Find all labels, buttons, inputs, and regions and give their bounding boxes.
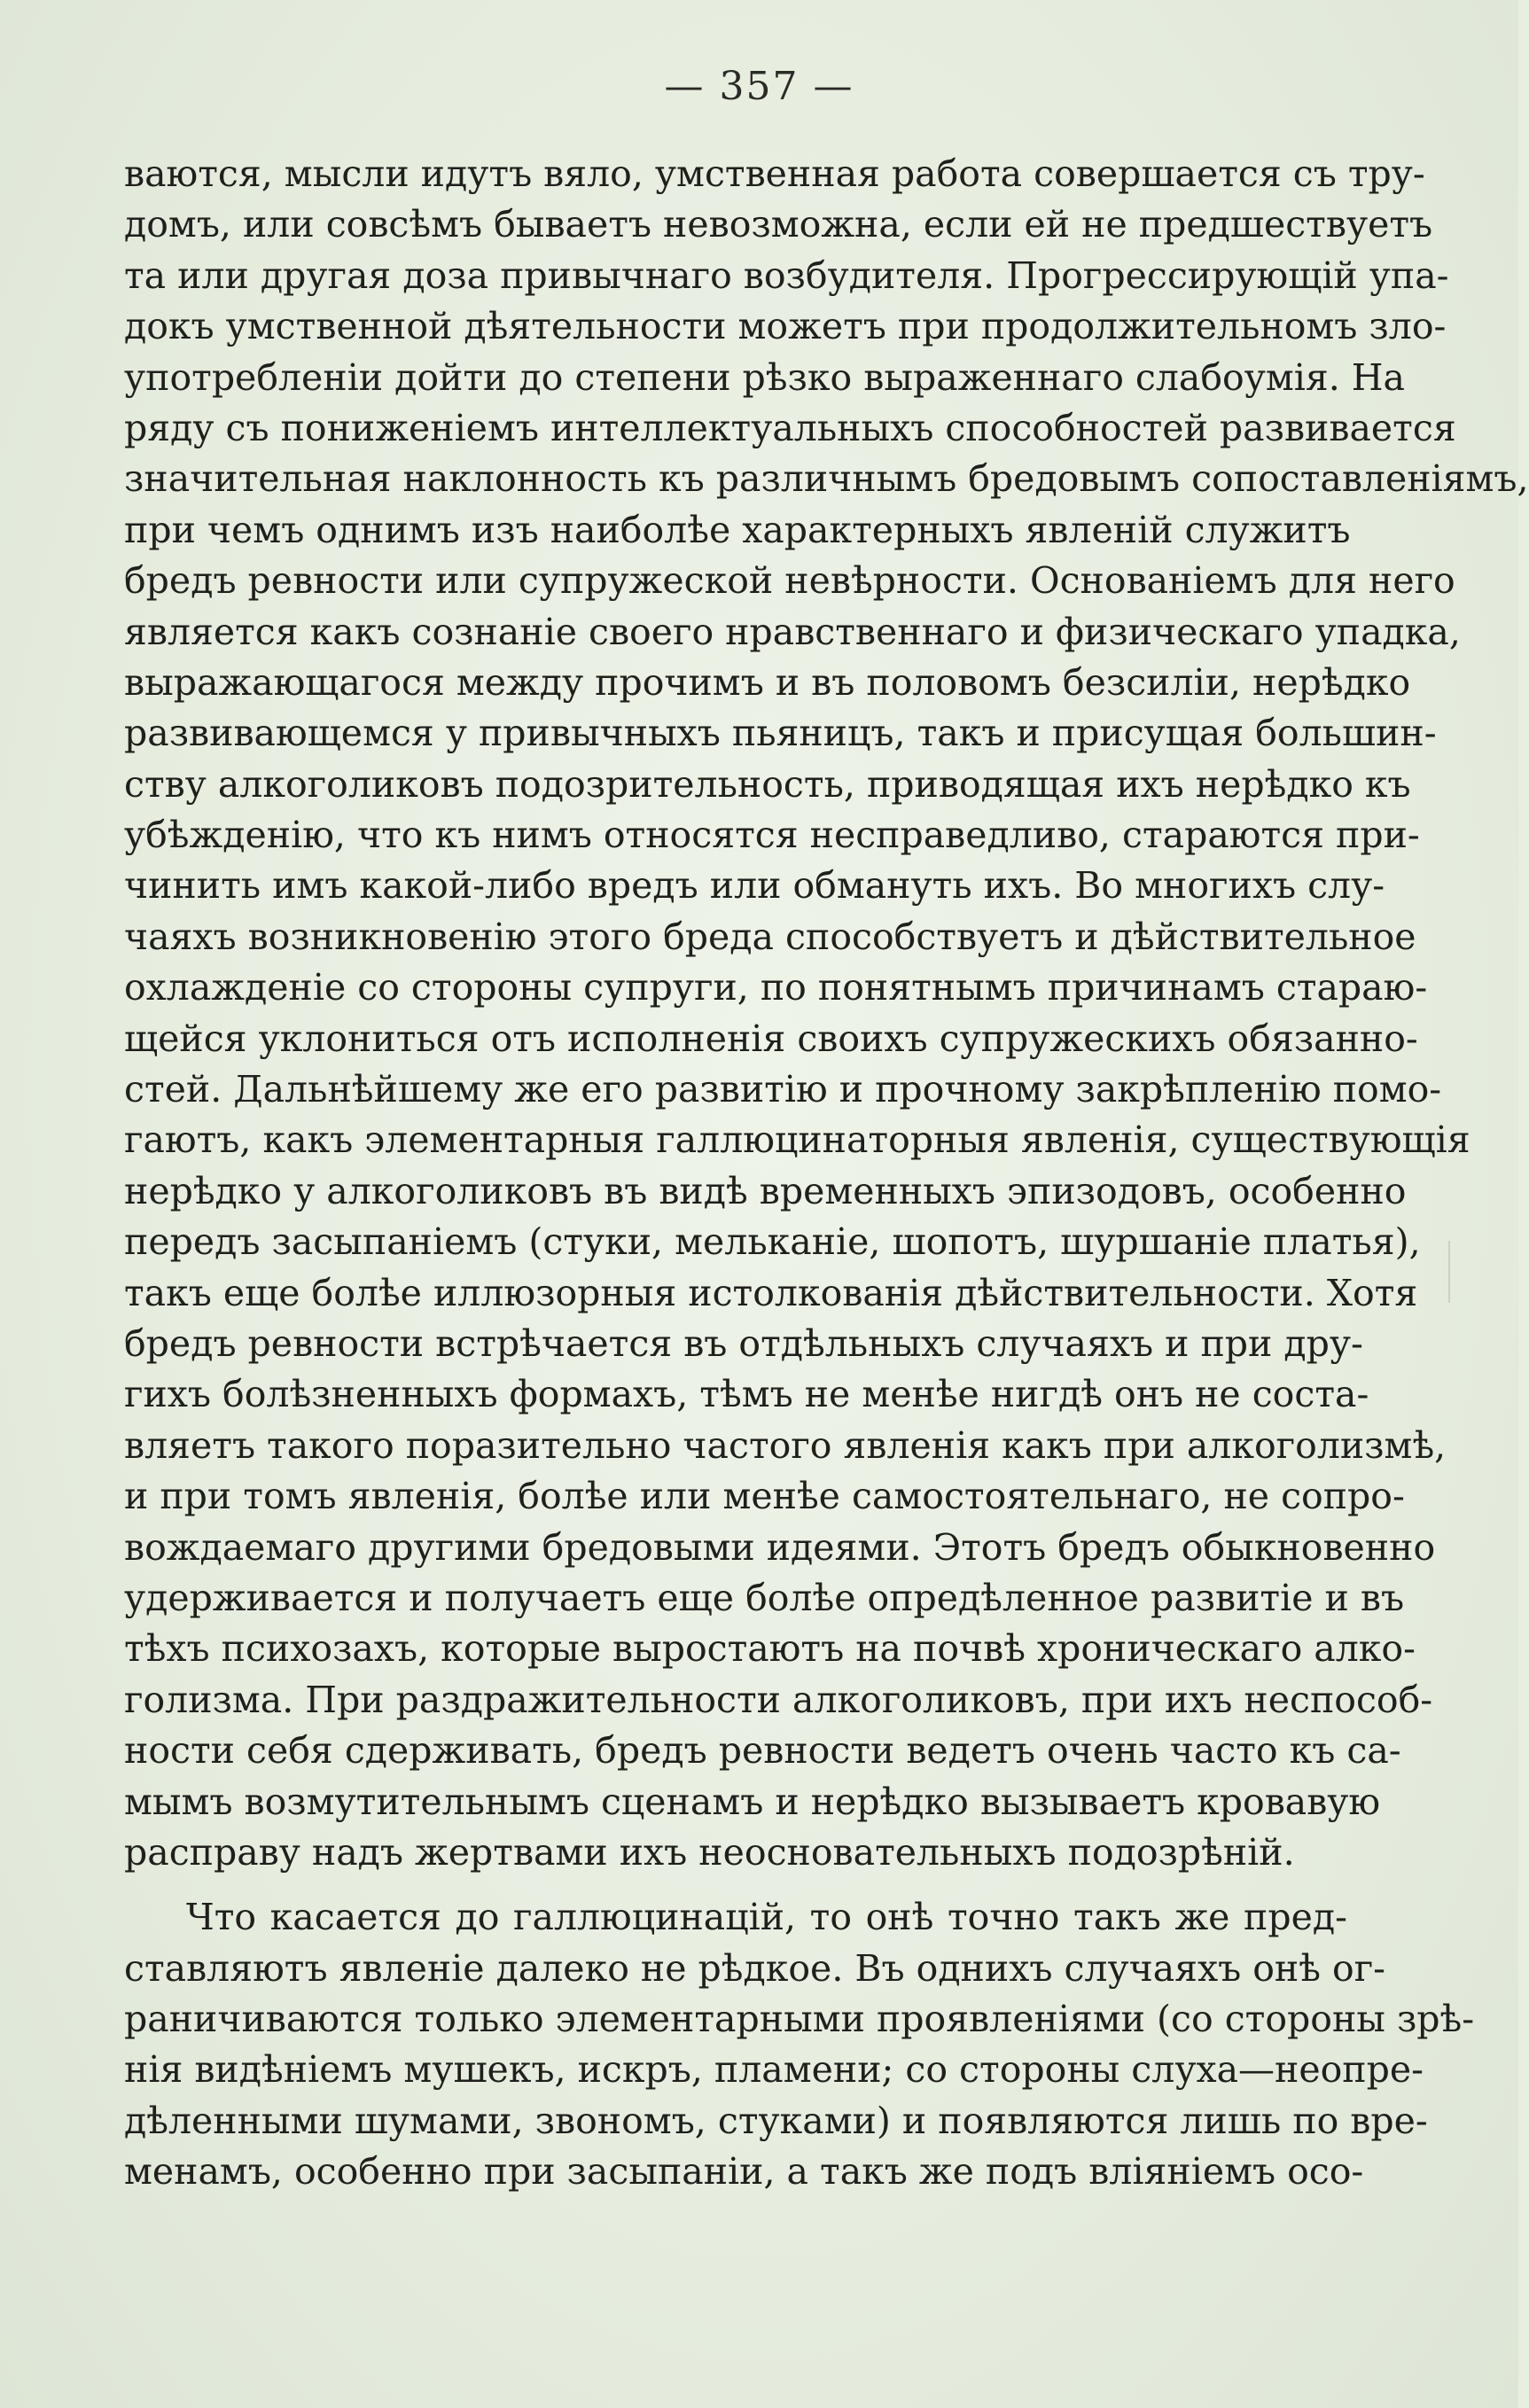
text-line: менамъ, особенно при засыпаніи, а такъ же подъ вліяніемъ осо- — [124, 2150, 1364, 2194]
text-line: и при томъ явленія, болѣе или менѣе самостоятельнаго, не сопро- — [124, 1475, 1405, 1518]
text-line: чаяхъ возникновенію этого бреда способствуетъ и дѣйствительное — [124, 915, 1416, 958]
scan-mark — [1448, 1241, 1450, 1303]
page-number: — 357 — — [664, 64, 854, 109]
text-line: ставляютъ явленіе далеко не рѣдкое. Въ однихъ случаяхъ онѣ ог- — [124, 1946, 1386, 1990]
text-line: удерживается и получаетъ еще болѣе опредѣленное развитіе и въ — [124, 1576, 1405, 1619]
text-line: такъ еще болѣе иллюзорныя истолкованія дѣйствительности. Хотя — [124, 1271, 1418, 1314]
text-line: Что касается до галлюцинацій, то онѣ точно такъ же пред- — [186, 1896, 1347, 1939]
text-line: расправу надъ жертвами ихъ неосновательныхъ подозрѣній. — [124, 1830, 1295, 1874]
text-line: является какъ сознаніе своего нравственнаго и физическаго упадка, — [124, 610, 1461, 653]
text-line: употребленіи дойти до степени рѣзко выраженнаго слабоумія. На — [124, 355, 1405, 399]
paragraph — [124, 149, 1529, 1878]
text-line: нія видѣніемъ мушекъ, искръ, пламени; со стороны слуха—неопре- — [124, 2048, 1424, 2092]
text-line: вождаемаго другими бредовыми идеями. Этотъ бредъ обыкновенно — [124, 1525, 1436, 1569]
text-line: тѣхъ психозахъ, которые выростаютъ на почвѣ хроническаго алко- — [124, 1627, 1416, 1671]
text-line: развивающемся у привычныхъ пьяницъ, такъ и присущая большин- — [124, 712, 1437, 755]
text-line: голизма. При раздражительности алкоголиковъ, при ихъ неспособ- — [124, 1678, 1433, 1721]
text-line: убѣжденію, что къ нимъ относятся несправедливо, стараются при- — [124, 814, 1420, 857]
text-line: гихъ болѣзненныхъ формахъ, тѣмъ не менѣе нигдѣ онъ не соста- — [124, 1373, 1369, 1416]
text-line: докъ умственной дѣятельности можетъ при продолжительномъ зло- — [124, 305, 1447, 348]
text-line: охлажденіе со стороны супруги, по понятнымъ причинамъ стараю- — [124, 966, 1428, 1009]
text-line: передъ засыпаніемъ (стуки, мельканіе, шопотъ, шуршаніе платья), — [124, 1220, 1421, 1264]
text-line: ности себя сдерживать, бредъ ревности ведетъ очень часто къ са- — [124, 1729, 1401, 1773]
text-line: при чемъ однимъ изъ наиболѣе характерныхъ явленій служитъ — [124, 508, 1351, 551]
text-line: домъ, или совсѣмъ бываетъ невозможна, если ей не предшествуетъ — [124, 203, 1433, 246]
text-line: щейся уклониться отъ исполненія своихъ супружескихъ обязанно- — [124, 1017, 1418, 1060]
text-line: нерѣдко у алкоголиковъ въ видѣ временныхъ эпизодовъ, особенно — [124, 1169, 1407, 1212]
text-line: ваются, мысли идутъ вяло, умственная работа совершается съ тру- — [124, 152, 1425, 195]
text-line: мымъ возмутительнымъ сценамъ и нерѣдко вызываетъ кровавую — [124, 1780, 1381, 1823]
text-line: значительная наклонность къ различнымъ бредовымъ сопоставленіямъ, — [124, 457, 1529, 501]
text-line: выражающагося между прочимъ и въ половомъ безсиліи, нерѣдко — [124, 660, 1411, 704]
text-line: ству алкоголиковъ подозрительность, приводящая ихъ нерѣдко къ — [124, 762, 1411, 806]
text-line: дѣленными шумами, звономъ, стуками) и появляются лишь по вре- — [124, 2099, 1428, 2142]
body-text — [124, 149, 1529, 2198]
text-line: чинить имъ какой-либо вредъ или обмануть ихъ. Во многихъ слу- — [124, 864, 1385, 908]
text-line: ряду съ пониженіемъ интеллектуальныхъ способностей развивается — [124, 406, 1456, 449]
text-line: бредъ ревности встрѣчается въ отдѣльныхъ случаяхъ и при дру- — [124, 1321, 1363, 1365]
text-line: стей. Дальнѣйшему же его развитію и прочному закрѣпленію помо- — [124, 1068, 1442, 1111]
paragraph — [124, 1892, 1475, 2197]
text-line: вляетъ такого поразительно частого явленія какъ при алкоголизмѣ, — [124, 1423, 1447, 1467]
text-line: та или другая доза привычнаго возбудителя. Прогрессирующій упа- — [124, 253, 1449, 297]
text-line: бредъ ревности или супружеской невѣрности. Основаніемъ для него — [124, 559, 1455, 603]
text-line: раничиваются только элементарными проявленіями (со стороны зрѣ- — [124, 1998, 1475, 2041]
text-line: гаютъ, какъ элементарныя галлюцинаторныя явленія, существующія — [124, 1118, 1470, 1162]
